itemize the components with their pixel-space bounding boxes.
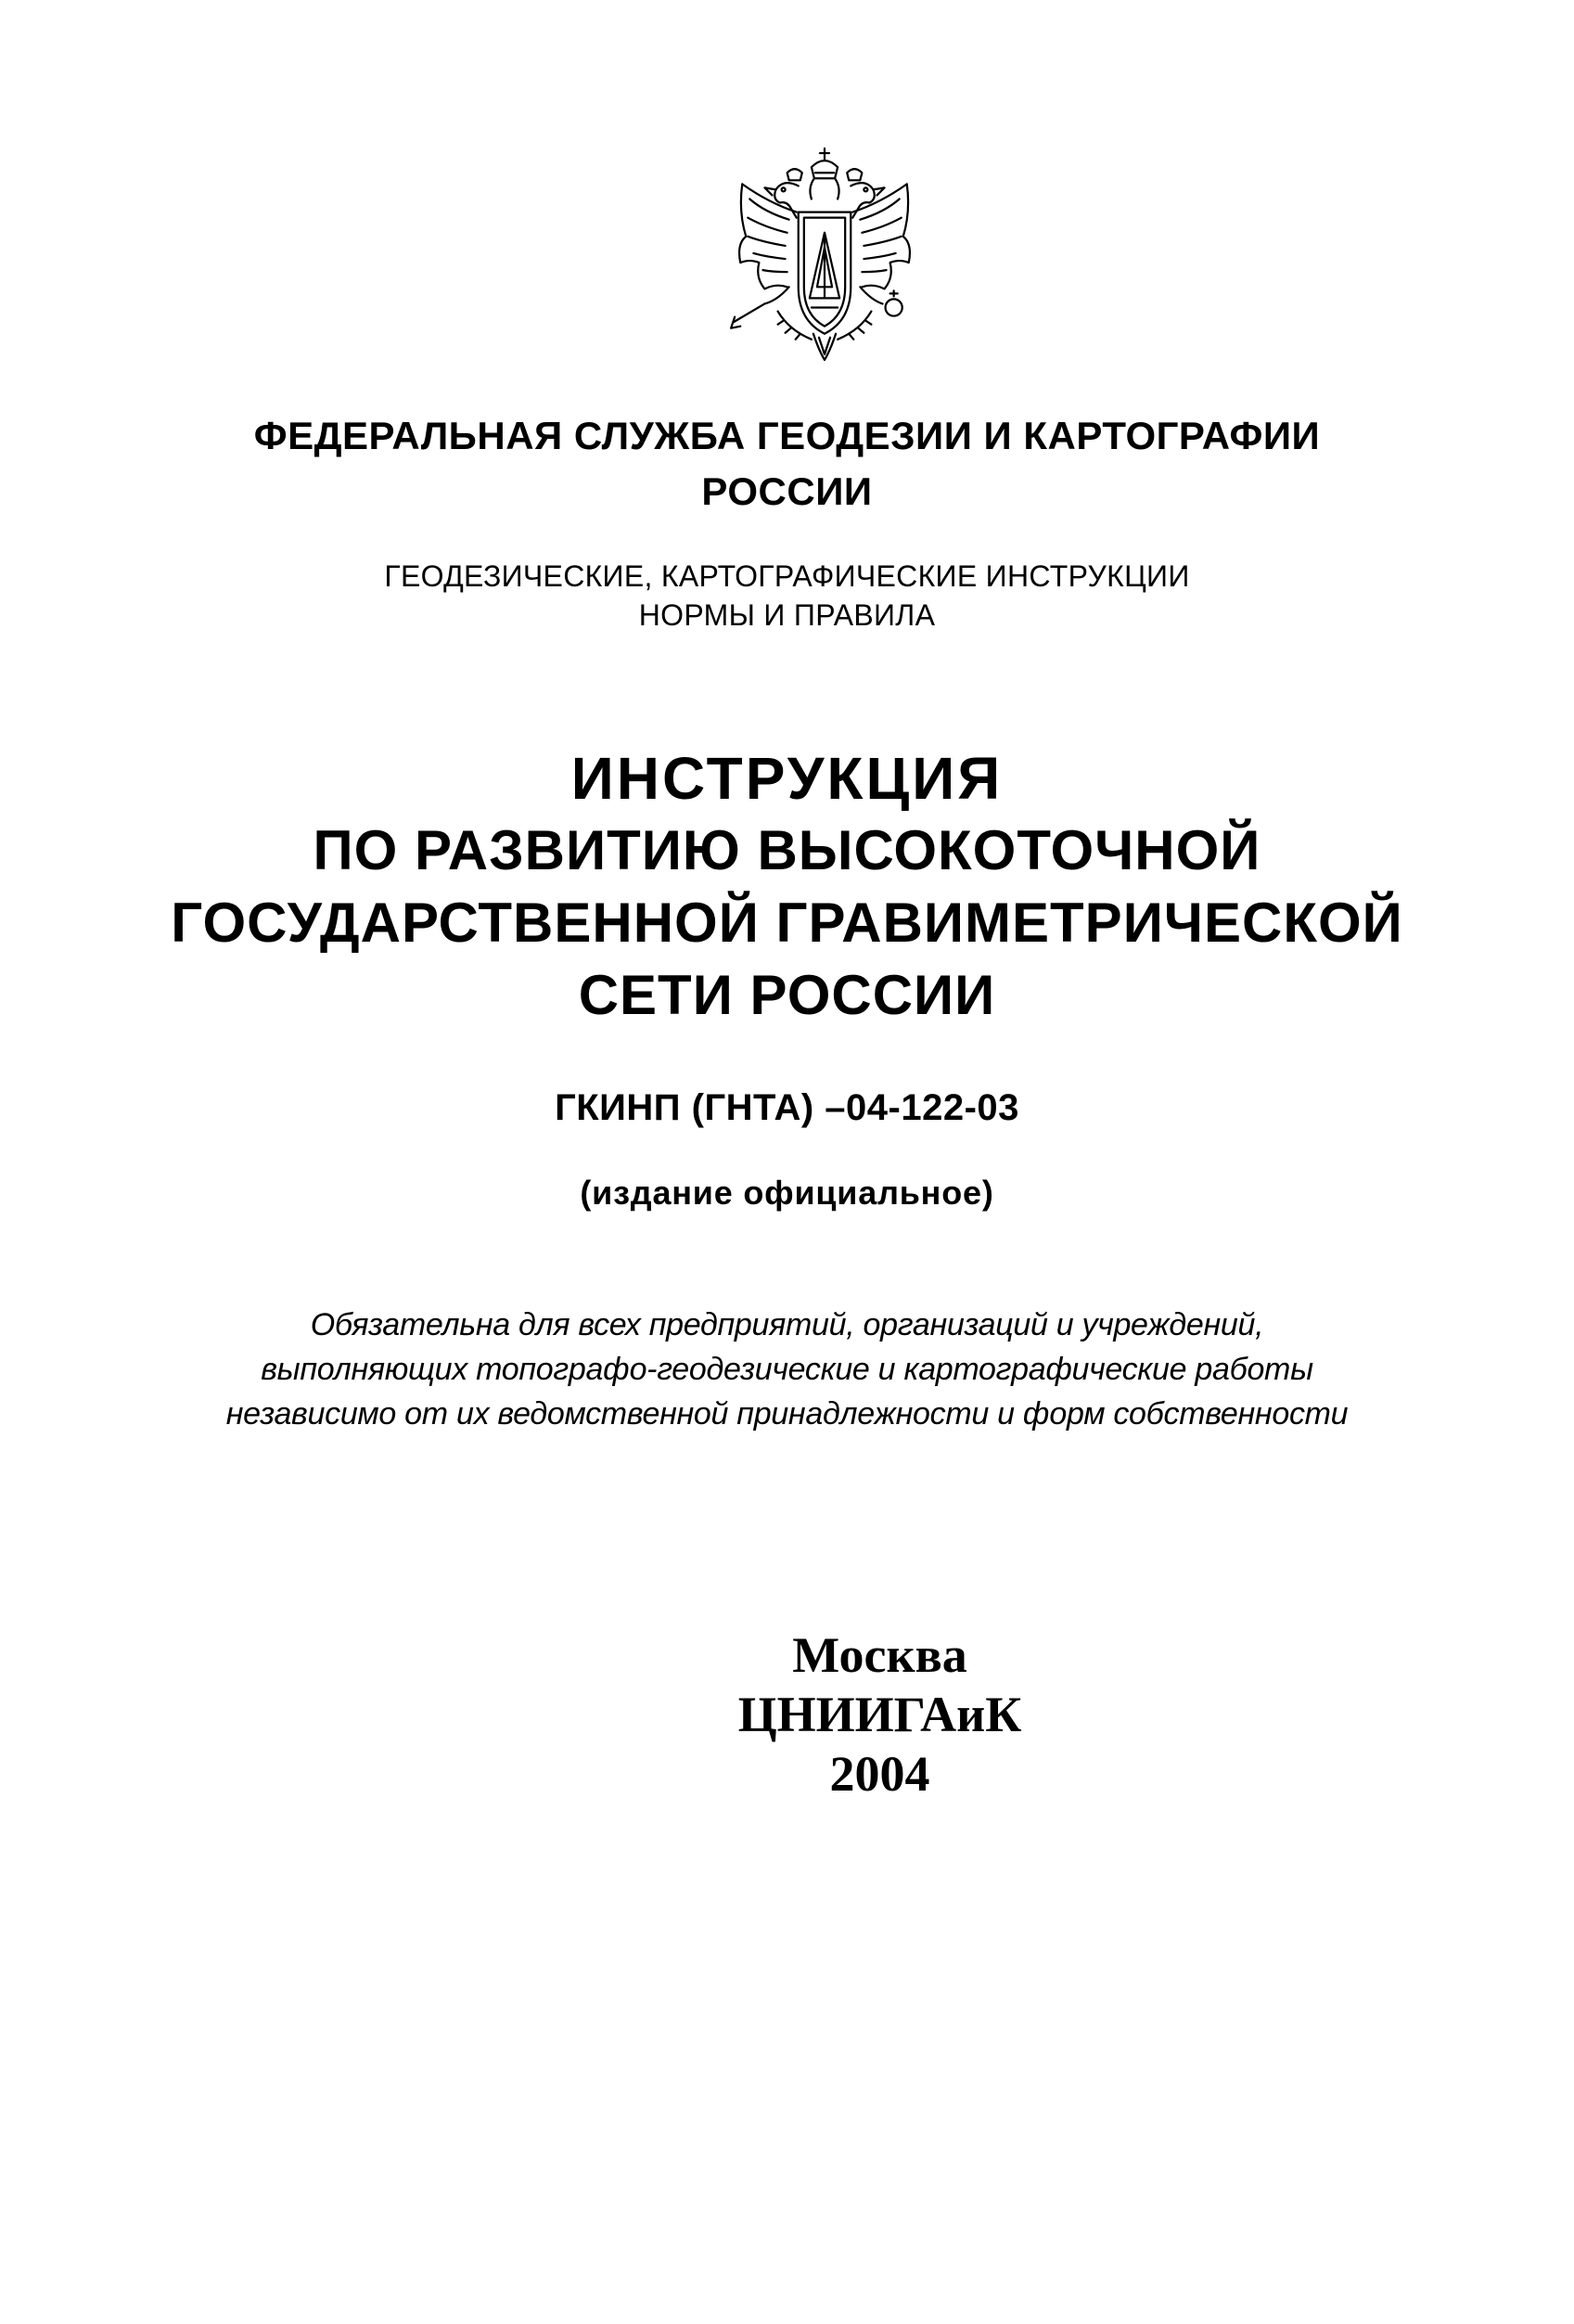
document-title-line2: ПО РАЗВИТИЮ ВЫСОКОТОЧНОЙ <box>313 819 1261 881</box>
agency-name-line1: ФЕДЕРАЛЬНАЯ СЛУЖБА ГЕОДЕЗИИ И КАРТОГРАФИИ <box>253 414 1321 457</box>
document-title-line4: СЕТИ РОССИИ <box>578 964 996 1026</box>
document-series-line1: ГЕОДЕЗИЧЕСКИЕ, КАРТОГРАФИЧЕСКИЕ ИНСТРУКЦИИ <box>384 559 1190 593</box>
agency-name <box>0 408 1574 520</box>
mandatory-notice-line2: выполняющих топографо-геодезические и картографические работы <box>261 1352 1313 1387</box>
imprint-publisher: ЦНИИГАиК <box>737 1687 1022 1742</box>
mandatory-notice <box>0 1303 1574 1436</box>
document-title-line1: ИНСТРУКЦИЯ <box>570 745 1004 812</box>
double-headed-eagle-emblem-icon <box>722 147 928 362</box>
imprint-year: 2004 <box>829 1746 930 1802</box>
edition-note-text: (издание официальное) <box>580 1174 994 1212</box>
edition-note <box>0 1171 1574 1215</box>
imprint-city: Москва <box>792 1627 967 1683</box>
mandatory-notice-line1: Обязательна для всех предприятий, организаций и учреждений, <box>310 1307 1264 1342</box>
mandatory-notice-line3: независимо от их ведомственной принадлежности и форм собственности <box>225 1396 1349 1432</box>
document-series <box>0 557 1574 635</box>
document-title <box>0 742 1574 1032</box>
document-code-text: ГКИНП (ГНТА) –04-122-03 <box>555 1087 1019 1128</box>
document-title-line3: ГОСУДАРСТВЕННОЙ ГРАВИМЕТРИЧЕСКОЙ <box>171 892 1403 954</box>
document-code <box>0 1084 1574 1132</box>
document-series-line2: НОРМЫ И ПРАВИЛА <box>638 598 936 632</box>
agency-name-line2: РОССИИ <box>701 469 873 513</box>
publication-imprint <box>0 1625 1574 1804</box>
